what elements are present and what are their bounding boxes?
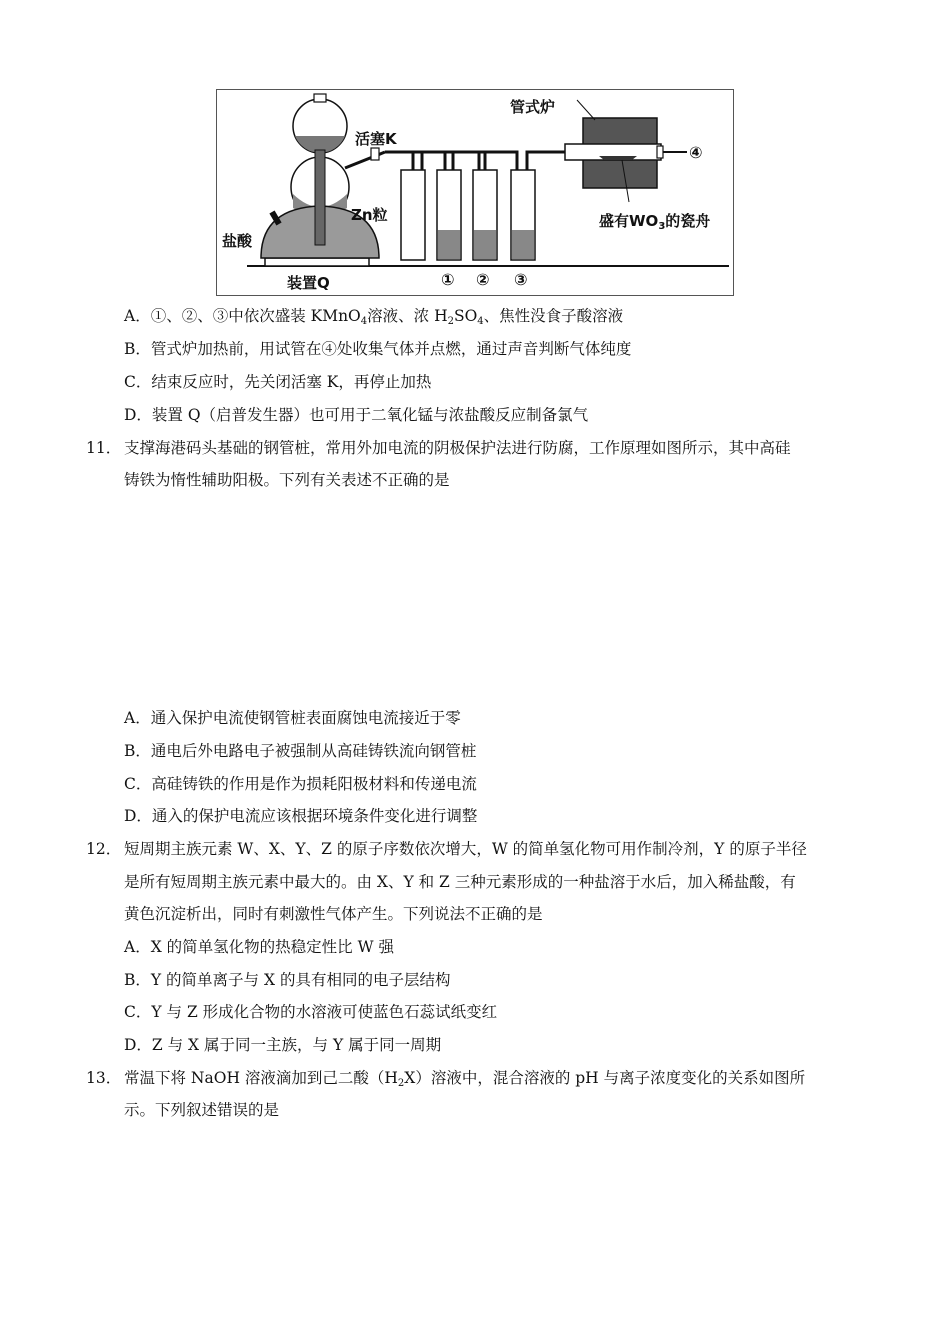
q12-option-d: D．Z 与 X 属于同一主族，与 Y 属于同一周期 — [124, 1036, 442, 1054]
q13-number: 13． — [86, 1069, 122, 1087]
q13-stem-line1: 常温下将 NaOH 溶液滴加到己二酸$(H_2X)$溶液中，混合溶液的 pH 与离子浓度变化的关系如图所 — [124, 1069, 806, 1089]
q12-option-c: C．Y 与 Z 形成化合物的水溶液可使蓝色石蕊试纸变红 — [124, 1003, 498, 1021]
bottle-1-label: ① — [441, 270, 455, 289]
q11-stem-line2: 铸铁为惰性辅助阳极。下列有关表述不正确的是 — [124, 471, 450, 489]
q12-stem-line2: 是所有短周期主族元素中最大的。由 X、Y 和 Z 三种元素形成的一种盐溶于水后，加入稀盐酸，有 — [124, 873, 796, 891]
apparatus-figure — [216, 89, 734, 296]
q12-option-a: A．X 的简单氢化物的热稳定性比 W 强 — [124, 938, 394, 956]
q11-stem-line1: 支撑海港码头基础的钢管桩，常用外加电流的阴极保护法进行防腐，工作原理如图所示，其中高硅 — [124, 439, 791, 457]
q11-option-a: A．通入保护电流使钢管桩表面腐蚀电流接近于零 — [124, 709, 461, 727]
q12-number: 12． — [86, 840, 122, 858]
q12-option-b: B．Y 的简单离子与 X 的具有相同的电子层结构 — [124, 971, 451, 989]
q11-option-c: C．高硅铸铁的作用是作为损耗阳极材料和传递电流 — [124, 775, 477, 793]
boat-label: 盛有$WO_3$的瓷舟 — [599, 212, 711, 232]
zinc-label: Zn粒 — [351, 206, 388, 224]
q10-option-b: B．管式炉加热前，用试管在④处收集气体并点燃，通过声音判断气体纯度 — [124, 340, 632, 358]
bottle-2-label: ② — [476, 270, 490, 289]
q12-stem-line1: 短周期主族元素 W、X、Y、Z 的原子序数依次增大，W 的简单氢化物可用作制冷剂，Y 的原子半径 — [124, 840, 807, 858]
q11-option-b: B．通电后外电路电子被强制从高硅铸铁流向钢管桩 — [124, 742, 477, 760]
bottle-3-label: ③ — [514, 270, 528, 289]
device-label: 装置Q — [287, 274, 330, 292]
q11-number: 11． — [86, 439, 122, 457]
apparatus-drawing — [217, 90, 733, 295]
furnace-label: 管式炉 — [510, 98, 556, 116]
q11-option-d: D．通入的保护电流应该根据环境条件变化进行调整 — [124, 807, 478, 825]
q10-option-a: A．①、②、③中依次盛装 KMnO$_4$溶液、浓 $H_2SO_4$、焦性没食子酸溶液 — [124, 307, 624, 327]
q13-stem-line2: 示。下列叙述错误的是 — [124, 1101, 280, 1119]
q10-option-d: D．装置 Q（启普发生器）也可用于二氧化锰与浓盐酸反应制备氯气 — [124, 406, 589, 424]
valve-label: 活塞K — [355, 130, 397, 148]
q12-stem-line3: 黄色沉淀析出，同时有刺激性气体产生。下列说法不正确的是 — [124, 905, 543, 923]
q10-option-c: C．结束反应时，先关闭活塞 K，再停止加热 — [124, 373, 432, 391]
outlet-4-label: ④ — [689, 143, 703, 162]
acid-label: 盐酸 — [222, 232, 253, 250]
